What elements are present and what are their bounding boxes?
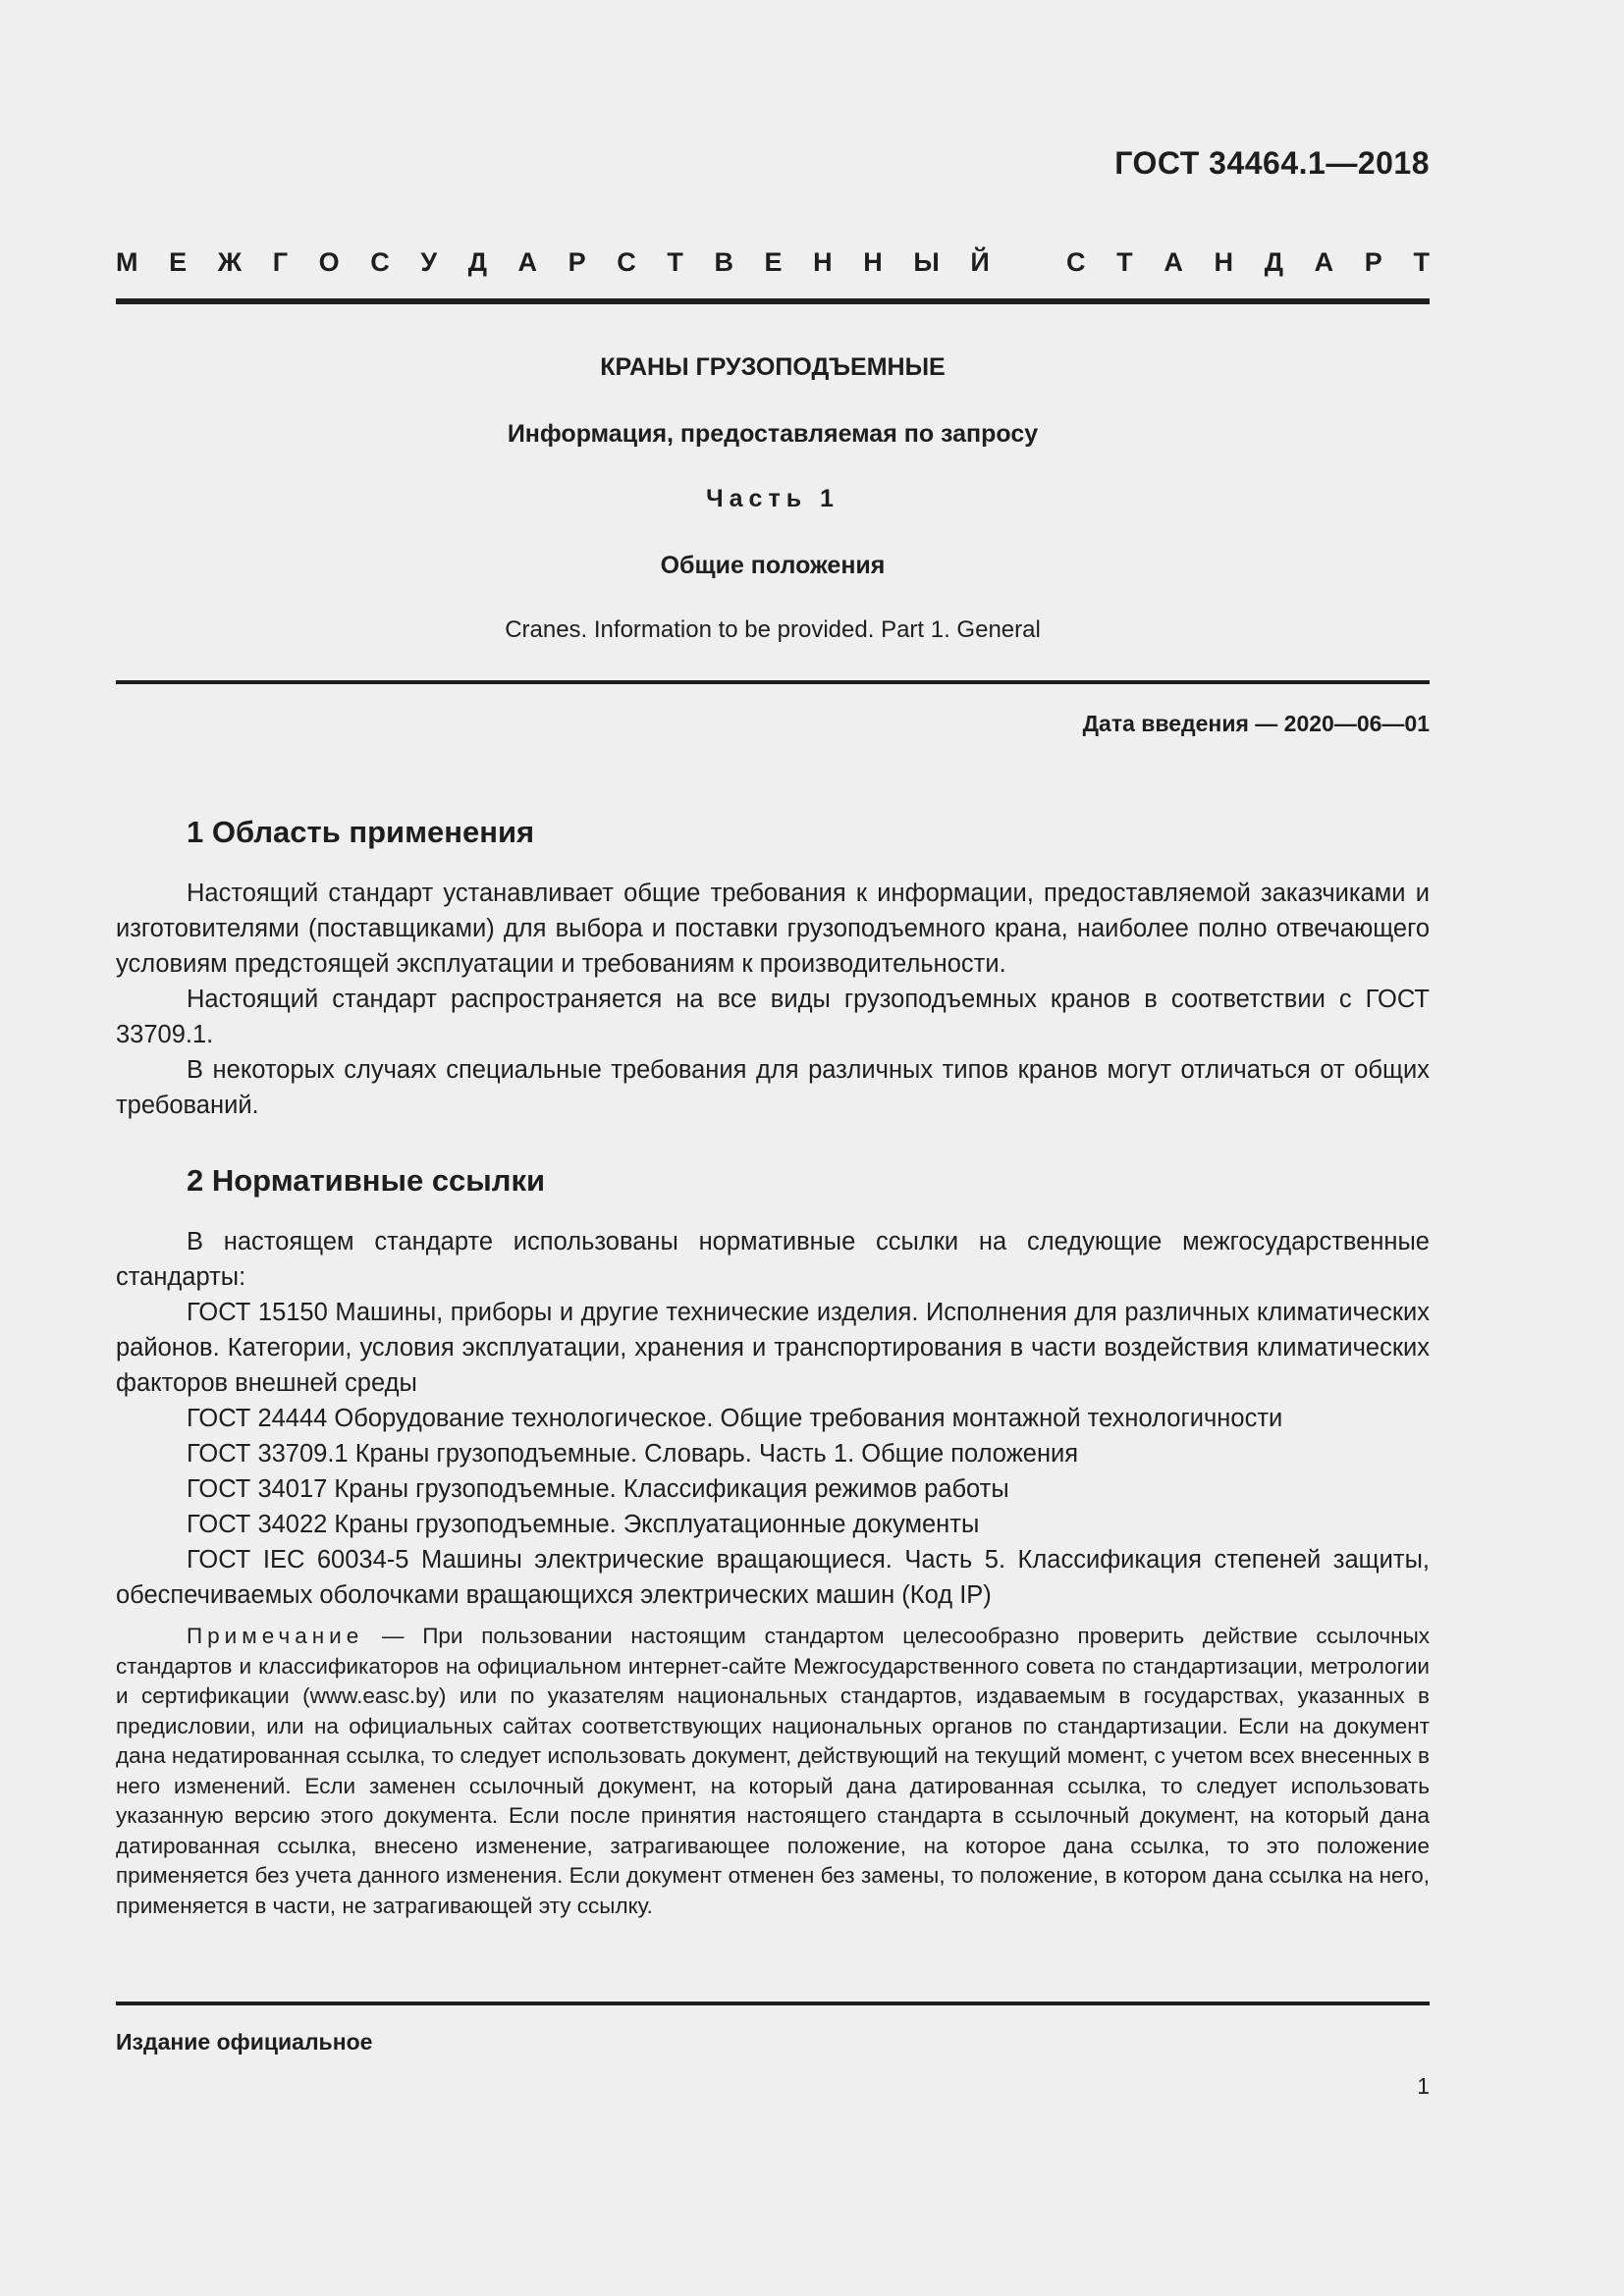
banner-word-standard bbox=[1066, 247, 1430, 278]
banner-letter: А bbox=[1164, 247, 1183, 277]
note-label: Примечание bbox=[187, 1624, 364, 1648]
references-note bbox=[116, 1622, 1430, 1921]
banner-letter: А bbox=[1314, 247, 1334, 277]
reference-item: ГОСТ 33709.1 Краны грузоподъемные. Словарь. Часть 1. Общие положения bbox=[187, 1440, 1079, 1468]
banner-letter: О bbox=[318, 247, 340, 277]
section-2-heading: 2 Нормативные ссылки bbox=[187, 1163, 546, 1198]
paragraph: В настоящем стандарте использованы нормативные ссылки на следующие межгосударственные стандарты: bbox=[116, 1228, 1430, 1291]
banner-letter: Н bbox=[1214, 247, 1234, 277]
banner-letter: Г bbox=[272, 247, 289, 277]
section-1-heading: 1 Область применения bbox=[187, 815, 535, 849]
reference-item: ГОСТ 15150 Машины, приборы и другие технические изделия. Исполнения для различных климатических районов. Категории, условия эксплуатации, хранения и транспортирования в части воздействия климатических факторов внешней среды bbox=[116, 1299, 1430, 1397]
banner-letter: С bbox=[617, 247, 636, 277]
paragraph: Настоящий стандарт распространяется на все виды грузоподъемных кранов в соответствии с ГОСТ 33709.1. bbox=[116, 986, 1430, 1048]
document-part: Часть 1 bbox=[706, 485, 839, 512]
document-part-title: Общие положения bbox=[660, 552, 886, 579]
reference-item: ГОСТ 24444 Оборудование технологическое. Общие требования монтажной технологичности bbox=[187, 1405, 1283, 1432]
standard-code: ГОСТ 34464.1—2018 bbox=[1114, 145, 1430, 181]
banner-letter: Е bbox=[764, 247, 783, 277]
introduction-date: Дата введения — 2020—06—01 bbox=[1082, 711, 1430, 736]
section-1-body bbox=[116, 876, 1430, 1123]
banner-letter: В bbox=[714, 247, 733, 277]
interstate-standard-banner bbox=[116, 247, 1430, 278]
note-paragraph bbox=[116, 1622, 1430, 1921]
banner-letter: Д bbox=[467, 247, 487, 277]
banner-letter: Т bbox=[667, 247, 683, 277]
page-number: 1 bbox=[1417, 2073, 1430, 2099]
banner-letter: С bbox=[1066, 247, 1086, 277]
title-divider bbox=[116, 680, 1430, 684]
document-subtitle: Информация, предоставляемая по запросу bbox=[507, 420, 1039, 448]
reference-item: ГОСТ 34017 Краны грузоподъемные. Классификация режимов работы bbox=[187, 1475, 1009, 1503]
english-title: Cranes. Information to be provided. Part 1. General bbox=[505, 616, 1041, 643]
banner-letter: Н bbox=[813, 247, 833, 277]
banner-letter: У bbox=[420, 247, 438, 277]
note-text: — При пользовании настоящим стандартом целесообразно проверить действие ссылочных стандартов и классификаторов на официальном интернет-сайте Межгосударственного совета по стандартизации, метрологии и сертификации (www.easc.by) или по указателям национальных стандартов, издаваемым в государствах, указанных в предисловии, или на официальных сайтах соответствующих национальных органов по стандартизации. Если на документ дана недатированная ссылка, то следует использовать документ, действующий на текущий момент, с учетом всех внесенных в него изменений. Если заменен ссылочный документ, на который дана датированная ссылка, то следует использовать указанную версию этого документа. Если после принятия настоящего стандарта в ссылочный документ, на который дана датированная ссылка, внесено изменение, затрагивающее положение, на которое дана ссылка, то это положение применяется без учета данного изменения. Если документ отменен без замены, то положение, в котором дана ссылка на него, применяется в части, не затрагивающей эту ссылку. bbox=[116, 1624, 1430, 1918]
section-2-body bbox=[116, 1224, 1430, 1613]
banner-letter: М bbox=[116, 247, 138, 277]
banner-letter: Е bbox=[169, 247, 188, 277]
header-divider bbox=[116, 298, 1430, 304]
document-title: КРАНЫ ГРУЗОПОДЪЕМНЫЕ bbox=[600, 353, 946, 381]
banner-letter: Д bbox=[1264, 247, 1283, 277]
banner-letter: Ж bbox=[217, 247, 243, 277]
banner-letter: Т bbox=[1116, 247, 1133, 277]
paragraph: Настоящий стандарт устанавливает общие требования к информации, предоставляемой заказчиками и изготовителями (поставщиками) для выбора и поставки грузоподъемного крана, наиболее полно отвечающего условиям предстоящей эксплуатации и требованиям к производительности. bbox=[116, 880, 1430, 978]
banner-letter: Н bbox=[863, 247, 883, 277]
banner-letter: Й bbox=[970, 247, 990, 277]
paragraph: В некоторых случаях специальные требования для различных типов кранов могут отличаться от общих требований. bbox=[116, 1056, 1430, 1119]
banner-letter: А bbox=[517, 247, 538, 277]
banner-word-interstate bbox=[116, 247, 990, 278]
banner-letter: Т bbox=[1413, 247, 1430, 277]
banner-letter: Р bbox=[568, 247, 586, 277]
reference-item: ГОСТ 34022 Краны грузоподъемные. Эксплуатационные документы bbox=[187, 1511, 980, 1538]
banner-letter: С bbox=[370, 247, 390, 277]
official-edition-label: Издание официальное bbox=[116, 2029, 373, 2055]
banner-letter: Ы bbox=[913, 247, 940, 277]
footer-divider bbox=[116, 2002, 1430, 2005]
reference-item: ГОСТ IEC 60034-5 Машины электрические вращающиеся. Часть 5. Классификация степеней защиты, обеспечиваемых оболочками вращающихся электрических машин (Код IP) bbox=[116, 1546, 1430, 1609]
banner-letter: Р bbox=[1364, 247, 1382, 277]
